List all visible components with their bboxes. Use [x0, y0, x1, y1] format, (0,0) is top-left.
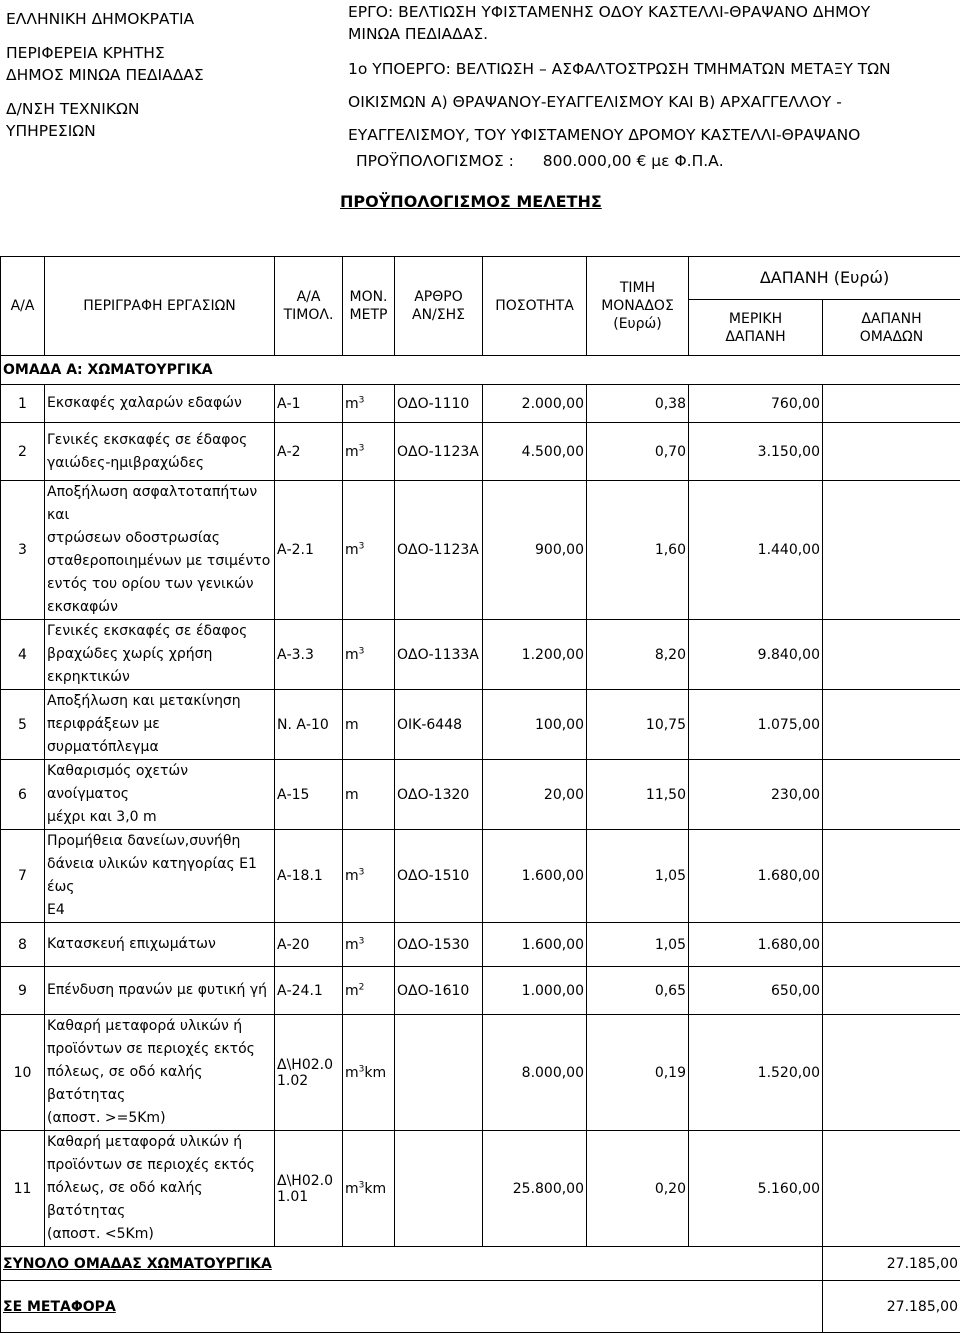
row-group-cost — [823, 690, 960, 760]
row-desc-line: Εκσκαφές χαλαρών εδαφών — [47, 392, 272, 415]
row-group-cost — [823, 1015, 960, 1131]
summary-row — [1, 1247, 960, 1281]
table-row — [1, 830, 960, 923]
row-desc-line: σταθεροποιημένων με τσιμέντο — [47, 550, 272, 573]
summary-value: 27.185,00 — [823, 1281, 960, 1333]
row-unit — [343, 481, 395, 620]
row-code: Ν. Α-10 — [275, 690, 343, 760]
unit-exponent: 3 — [359, 867, 365, 877]
row-article: ΟΙΚ-6448 — [395, 690, 483, 760]
directorate-label-1: Δ/ΝΣΗ ΤΕΧΝΙΚΩΝ — [6, 98, 326, 120]
row-desc-line: γαιώδες-ημιβραχώδες — [47, 452, 272, 475]
table-row — [1, 1131, 960, 1247]
row-aa: 8 — [1, 923, 45, 967]
summary-label: ΣΥΝΟΛΟ ΟΜΑΔΑΣ ΧΩΜΑΤΟΥΡΓΙΚΑ — [3, 1256, 272, 1272]
col-article: ΑΡΘΡΟ ΑΝ/ΣΗΣ — [395, 257, 483, 356]
unit-base: m — [345, 647, 359, 663]
summary-value: 27.185,00 — [823, 1247, 960, 1281]
row-price: 1,05 — [587, 830, 689, 923]
row-group-cost — [823, 967, 960, 1015]
table-row — [1, 423, 960, 481]
row-price: 11,50 — [587, 760, 689, 830]
unit-base: m — [345, 444, 359, 460]
table-row — [1, 967, 960, 1015]
row-partial-cost: 1.520,00 — [689, 1015, 823, 1131]
row-group-cost — [823, 423, 960, 481]
row-desc — [45, 923, 275, 967]
row-qty: 1.600,00 — [483, 923, 587, 967]
row-desc-line: Προμήθεια δανείων,συνήθη — [47, 830, 272, 853]
row-article: ΟΔΟ-1123Α — [395, 423, 483, 481]
row-desc-line: στρώσεων οδοστρωσίας — [47, 527, 272, 550]
row-article: ΟΔΟ-1110 — [395, 385, 483, 423]
row-unit — [343, 690, 395, 760]
col-aa: Α/Α — [1, 257, 45, 356]
row-desc-line: μέχρι και 3,0 m — [47, 806, 272, 829]
table-row — [1, 760, 960, 830]
row-group-cost — [823, 760, 960, 830]
row-desc — [45, 385, 275, 423]
row-partial-cost: 9.840,00 — [689, 620, 823, 690]
summary-label-cell — [1, 1281, 823, 1333]
directorate-label-2: ΥΠΗΡΕΣΙΩΝ — [6, 120, 326, 142]
col-qty: ΠΟΣΟΤΗΤΑ — [483, 257, 587, 356]
row-desc — [45, 620, 275, 690]
row-code: Δ\Η02.0 1.02 — [275, 1015, 343, 1131]
row-desc-line: πόλεως, σε οδό καλής βατότητας — [47, 1061, 272, 1107]
row-qty: 8.000,00 — [483, 1015, 587, 1131]
col-unit-price: ΤΙΜΗ ΜΟΝΑΔΟΣ (Ευρώ) — [587, 257, 689, 356]
row-desc-line: Καθαρισμός οχετών ανοίγματος — [47, 760, 272, 806]
row-desc — [45, 423, 275, 481]
row-aa: 10 — [1, 1015, 45, 1131]
row-article: ΟΔΟ-1123Α — [395, 481, 483, 620]
unit-base: m — [345, 983, 359, 999]
row-desc-line: εκρηκτικών — [47, 666, 272, 689]
col-unit: ΜΟΝ. ΜΕΤΡ — [343, 257, 395, 356]
row-desc — [45, 1131, 275, 1247]
summary-row — [1, 1281, 960, 1333]
study-title: ΠΡΟΫΠΟΛΟΓΙΣΜΟΣ ΜΕΛΕΤΗΣ — [340, 192, 602, 211]
row-group-cost — [823, 481, 960, 620]
summary-label: ΣΕ ΜΕΤΑΦΟΡΑ — [3, 1299, 116, 1315]
row-desc-line: εντός του ορίου των γενικών — [47, 573, 272, 596]
table-row — [1, 481, 960, 620]
row-price: 0,19 — [587, 1015, 689, 1131]
row-unit — [343, 620, 395, 690]
row-code: Α-24.1 — [275, 967, 343, 1015]
subproject-line-3: ΕΥΑΓΓΕΛΙΣΜΟΥ, ΤΟΥ ΥΦΙΣΤΑΜΕΝΟΥ ΔΡΟΜΟΥ ΚΑΣΤΕΛΛΙ-ΘΡΑΨΑΝΟ — [348, 124, 948, 146]
row-aa: 11 — [1, 1131, 45, 1247]
table-row — [1, 690, 960, 760]
row-desc-line: Αποξήλωση ασφαλτοταπήτων και — [47, 481, 272, 527]
row-unit — [343, 1131, 395, 1247]
unit-exponent: 3 — [359, 395, 365, 405]
unit-exponent: 2 — [359, 982, 365, 992]
row-group-cost — [823, 1131, 960, 1247]
table-header — [1, 257, 960, 356]
row-desc-line: (αποστ. <5Km) — [47, 1223, 272, 1246]
col-desc: ΠΕΡΙΓΡΑΦΗ ΕΡΓΑΣΙΩΝ — [45, 257, 275, 356]
col-group-cost: ΔΑΠΑΝΗ ΟΜΑΔΩΝ — [823, 300, 960, 356]
budget-label: ΠΡΟΫΠΟΛΟΓΙΣΜΟΣ : — [356, 152, 514, 170]
unit-base: m — [345, 717, 359, 733]
row-partial-cost: 1.680,00 — [689, 923, 823, 967]
row-group-cost — [823, 923, 960, 967]
unit-exponent: 3 — [359, 1064, 365, 1074]
row-desc-line: πόλεως, σε οδό καλής βατότητας — [47, 1177, 272, 1223]
row-qty: 2.000,00 — [483, 385, 587, 423]
row-code: Δ\Η02.0 1.01 — [275, 1131, 343, 1247]
row-price: 1,05 — [587, 923, 689, 967]
row-code: Α-2 — [275, 423, 343, 481]
row-qty: 20,00 — [483, 760, 587, 830]
row-qty: 1.600,00 — [483, 830, 587, 923]
table-row — [1, 385, 960, 423]
table-row — [1, 620, 960, 690]
subproject-line-1: 1ο ΥΠΟΕΡΓΟ: ΒΕΛΤΙΩΣΗ – ΑΣΦΑΛΤΟΣΤΡΩΣΗ ΤΜΗΜΑΤΩΝ ΜΕΤΑΞΥ ΤΩΝ — [348, 58, 948, 80]
republic-label: ΕΛΛΗΝΙΚΗ ΔΗΜΟΚΡΑΤΙΑ — [6, 8, 326, 30]
row-desc-line: Καθαρή μεταφορά υλικών ή — [47, 1015, 272, 1038]
row-article: ΟΔΟ-1530 — [395, 923, 483, 967]
row-desc-line: προϊόντων σε περιοχές εκτός — [47, 1038, 272, 1061]
row-desc-line: Γενικές εκσκαφές σε έδαφος — [47, 429, 272, 452]
row-unit — [343, 423, 395, 481]
row-price: 0,65 — [587, 967, 689, 1015]
row-price: 10,75 — [587, 690, 689, 760]
row-desc — [45, 967, 275, 1015]
row-desc-line: δάνεια υλικών κατηγορίας Ε1 έως — [47, 853, 272, 899]
header-right — [348, 1, 948, 172]
unit-tail: km — [364, 1181, 386, 1197]
unit-exponent: 3 — [359, 1180, 365, 1190]
row-aa: 4 — [1, 620, 45, 690]
row-desc — [45, 1015, 275, 1131]
row-desc-line: εκσκαφών — [47, 596, 272, 619]
row-desc-line: προϊόντων σε περιοχές εκτός — [47, 1154, 272, 1177]
row-unit — [343, 760, 395, 830]
table-body — [1, 356, 960, 1333]
header-left — [6, 8, 326, 142]
budget-suffix: με Φ.Π.Α. — [651, 152, 723, 170]
row-article: ΟΔΟ-1320 — [395, 760, 483, 830]
row-partial-cost: 650,00 — [689, 967, 823, 1015]
row-article: ΟΔΟ-1610 — [395, 967, 483, 1015]
group-title: ΟΜΑΔΑ Α: ΧΩΜΑΤΟΥΡΓΙΚΑ — [1, 356, 960, 385]
row-aa: 7 — [1, 830, 45, 923]
row-partial-cost: 1.680,00 — [689, 830, 823, 923]
row-desc-line: περιφράξεων με συρματόπλεγμα — [47, 713, 272, 759]
row-group-cost — [823, 620, 960, 690]
row-partial-cost: 1.440,00 — [689, 481, 823, 620]
row-partial-cost: 1.075,00 — [689, 690, 823, 760]
row-aa: 5 — [1, 690, 45, 760]
row-desc-line: Ε4 — [47, 899, 272, 922]
project-line-2: ΜΙΝΩΑ ΠΕΔΙΑΔΑΣ. — [348, 23, 948, 45]
unit-exponent: 3 — [359, 443, 365, 453]
row-desc-line: Επένδυση πρανών με φυτική γή — [47, 979, 272, 1002]
row-unit — [343, 923, 395, 967]
unit-exponent: 3 — [359, 646, 365, 656]
region-label: ΠΕΡΙΦΕΡΕΙΑ ΚΡΗΤΗΣ — [6, 42, 326, 64]
row-aa: 3 — [1, 481, 45, 620]
row-desc-line: (αποστ. >=5Km) — [47, 1107, 272, 1130]
row-code: Α-20 — [275, 923, 343, 967]
row-unit — [343, 830, 395, 923]
row-partial-cost: 760,00 — [689, 385, 823, 423]
row-price: 1,60 — [587, 481, 689, 620]
row-article: ΟΔΟ-1510 — [395, 830, 483, 923]
group-title-row — [1, 356, 960, 385]
row-desc — [45, 760, 275, 830]
row-aa: 2 — [1, 423, 45, 481]
unit-base: m — [345, 1065, 359, 1081]
unit-exponent: 3 — [359, 936, 365, 946]
row-desc-line: Κατασκευή επιχωμάτων — [47, 933, 272, 956]
col-partial-cost: ΜΕΡΙΚΗ ΔΑΠΑΝΗ — [689, 300, 823, 356]
table-row — [1, 1015, 960, 1131]
row-code: Α-1 — [275, 385, 343, 423]
row-desc — [45, 690, 275, 760]
unit-base: m — [345, 868, 359, 884]
row-unit — [343, 1015, 395, 1131]
row-article — [395, 1131, 483, 1247]
row-desc — [45, 830, 275, 923]
row-code: Α-15 — [275, 760, 343, 830]
row-aa: 6 — [1, 760, 45, 830]
row-desc-line: Καθαρή μεταφορά υλικών ή — [47, 1131, 272, 1154]
project-line-1: ΕΡΓΟ: ΒΕΛΤΙΩΣΗ ΥΦΙΣΤΑΜΕΝΗΣ ΟΔΟΥ ΚΑΣΤΕΛΛΙ-ΘΡΑΨΑΝΟ ΔΗΜΟΥ — [348, 1, 948, 23]
row-qty: 25.800,00 — [483, 1131, 587, 1247]
unit-base: m — [345, 787, 359, 803]
unit-base: m — [345, 396, 359, 412]
budget-table — [0, 256, 960, 1333]
row-group-cost — [823, 830, 960, 923]
row-partial-cost: 230,00 — [689, 760, 823, 830]
row-unit — [343, 385, 395, 423]
unit-base: m — [345, 1181, 359, 1197]
row-desc — [45, 481, 275, 620]
row-unit — [343, 967, 395, 1015]
row-aa: 1 — [1, 385, 45, 423]
row-code: Α-18.1 — [275, 830, 343, 923]
unit-tail: km — [364, 1065, 386, 1081]
row-price: 8,20 — [587, 620, 689, 690]
row-qty: 4.500,00 — [483, 423, 587, 481]
unit-base: m — [345, 937, 359, 953]
row-price: 0,38 — [587, 385, 689, 423]
subproject-line-2: ΟΙΚΙΣΜΩΝ Α) ΘΡΑΨΑΝΟΥ-ΕΥΑΓΓΕΛΙΣΜΟΥ ΚΑΙ Β) ΑΡΧΑΓΓΕΛΛΟΥ - — [348, 91, 948, 113]
row-desc-line: Αποξήλωση και μετακίνηση — [47, 690, 272, 713]
summary-label-cell — [1, 1247, 823, 1281]
row-desc-line: Γενικές εκσκαφές σε έδαφος — [47, 620, 272, 643]
row-qty: 1.000,00 — [483, 967, 587, 1015]
unit-base: m — [345, 542, 359, 558]
row-code: Α-3.3 — [275, 620, 343, 690]
row-aa: 9 — [1, 967, 45, 1015]
budget-amount: 800.000,00 — [543, 152, 632, 170]
row-partial-cost: 3.150,00 — [689, 423, 823, 481]
row-partial-cost: 5.160,00 — [689, 1131, 823, 1247]
row-desc-line: βραχώδες χωρίς χρήση — [47, 643, 272, 666]
row-group-cost — [823, 385, 960, 423]
municipality-label: ΔΗΜΟΣ ΜΙΝΩΑ ΠΕΔΙΑΔΑΣ — [6, 64, 326, 86]
col-aa-timol: Α/Α ΤΙΜΟΛ. — [275, 257, 343, 356]
row-price: 0,20 — [587, 1131, 689, 1247]
unit-exponent: 3 — [359, 541, 365, 551]
row-qty: 900,00 — [483, 481, 587, 620]
euro-icon: € — [636, 150, 646, 172]
budget-line — [356, 150, 948, 172]
row-qty: 1.200,00 — [483, 620, 587, 690]
row-article: ΟΔΟ-1133Α — [395, 620, 483, 690]
row-article — [395, 1015, 483, 1131]
row-qty: 100,00 — [483, 690, 587, 760]
row-code: Α-2.1 — [275, 481, 343, 620]
row-price: 0,70 — [587, 423, 689, 481]
col-cost-group: ΔΑΠΑΝΗ (Ευρώ) — [689, 257, 960, 300]
table-row — [1, 923, 960, 967]
